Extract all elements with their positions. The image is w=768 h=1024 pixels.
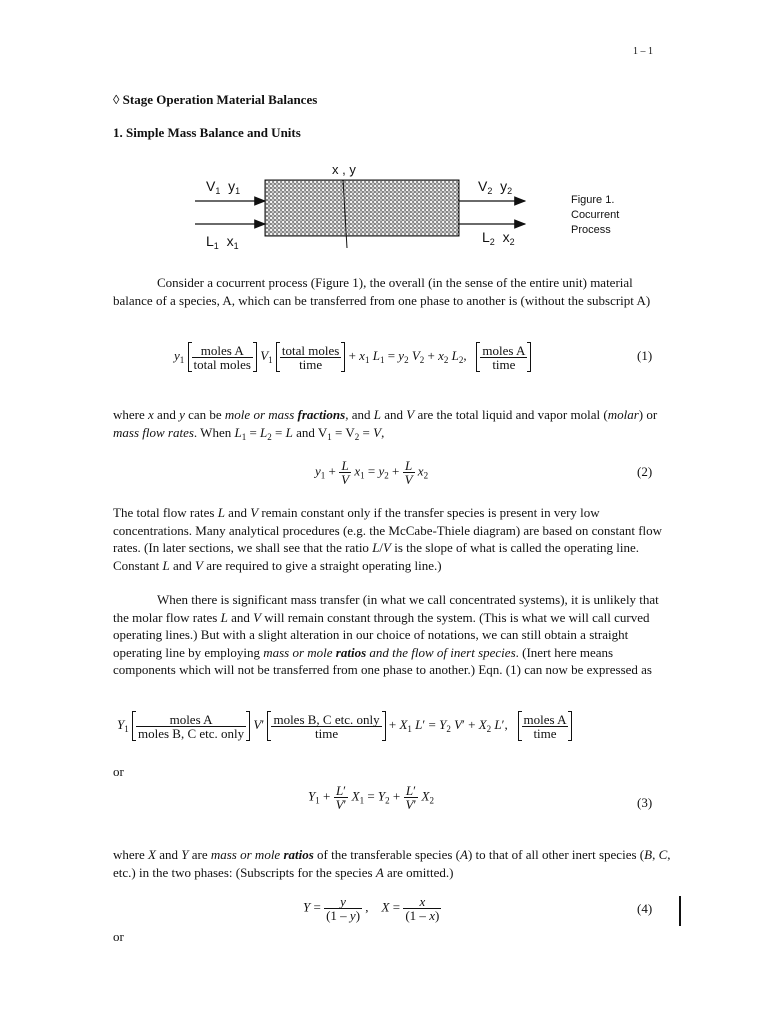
paragraph-5: where X and Y are mass or mole ratios of the transferable species (A) to that of all other inert species (B, C, etc.) in the two phases: (Subscripts for the species A are omitted.) [113,847,671,880]
label-l1-x1: $L_1$ $x_1$ [206,233,239,251]
label-v1-y1: $V_1$ $y_1$ [206,178,241,196]
eq-ratio-fraction-1: $\frac{\text{moles A}}{\text{moles B, C etc. only}}$ [137,711,245,741]
section-title: ◊ Stage Operation Material Balances [113,92,318,107]
equation-4: Y = $\frac{y}{(1 - y)}$ , X = $\frac{x}{(1 - x)}$ [303,894,440,923]
paragraph-2: where x and y can be mole or mass fractions, and L and V are the total liquid and vapor molal (molar) or mass flow rates. When $L_1 = L_2 = L$ and $V_1 = V_2 = V$, [113,407,658,442]
paragraph-4: When there is significant mass transfer (in what we call concentrated systems), it is unlikely that the molar flow rates L and V will remain constant through the system. (This is what we will call curved operating lines.) But with a slight alteration in our choice of notations, we can still obtain a straight operating line by employing mass or mole ratios and the flow of inert species. (Inert here means components which will not be transferred from one phase to another.) Eqn. (1) can now be expressed as [113,592,659,678]
figure-cocurrent-process [195,158,575,258]
equation-3-number: (3) [637,795,653,810]
equation-1-number: (1) [637,348,653,363]
or-text-1: or [113,764,124,779]
equation-1: $y_1$ $\frac{\text{moles A}}{\text{total moles}}$ $V_1$ $\frac{\text{total moles}}{\text{time}}$ + $x_1$ $L_1 = y_2$ $V_2 + x_2$ $L_2$, $\frac{\text{moles A}}{\text{time}}$ [174,342,531,372]
eq1-fraction-1: $\frac{\text{moles A}}{\text{total moles}}$ [193,342,251,372]
equation-2: $y_1$ + $\frac{L}{V}$ $x_1 = y_2$ + $\frac{L}{V}$ $x_2$ [315,458,429,487]
change-bar [679,896,681,926]
figure-caption: Figure 1. Cocurrent Process [571,194,620,236]
equation-2-number: (2) [637,464,653,479]
or-text-2: or [113,929,124,944]
eq-ratio-fraction-3: $\frac{\text{moles A}}{\text{time}}$ [523,711,567,741]
cocurrent-diagram [195,158,575,258]
page-number: 1 – 1 [633,46,653,57]
equation-3: $Y_1$ + $\frac{L'}{V'}$ $X_1 = Y_2$ + $\frac{L'}{V'}$ $X_2$ [308,783,434,812]
subsection-title: 1. Simple Mass Balance and Units [113,125,301,140]
label-l2-x2: $L_2$ $x_2$ [482,229,515,247]
eq-ratio-fraction-2: $\frac{\text{moles B, C etc. only}}{\text{time}}$ [273,711,380,741]
equation-ratio: $Y_1$ $\frac{\text{moles A}}{\text{moles B, C etc. only}}$ V′ $\frac{\text{moles B, C etc. only}}{\text{time}}$ + $X_1$ $L' = Y_2$ $V' + X_2$ L′, $\frac{\text{moles A}}{\text{time}}$ [117,711,572,741]
figure-top-label: x , y [332,162,356,177]
paragraph-3: The total flow rates L and V remain constant only if the transfer species is present in very low concentrations. Many analytical procedures (e.g. the McCabe-Thiele diagram) are based on constant flow rates. (In later sections, we shall see that the ratio L/V is the slope of what is called the operating line. Constant L and V are required to give a straight operating line.) [113,505,663,573]
eq1-fraction-2: $\frac{\text{total moles}}{\text{time}}$ [281,342,340,372]
paragraph-1: Consider a cocurrent process (Figure 1), the overall (in the sense of the entire unit) material balance of a species, A, which can be transferred from one phase to another is (without the subscript A) [113,275,651,308]
eq1-fraction-3: $\frac{\text{moles A}}{\text{time}}$ [482,342,526,372]
label-v2-y2: $V_2$ $y_2$ [478,178,513,196]
equation-4-number: (4) [637,901,653,916]
